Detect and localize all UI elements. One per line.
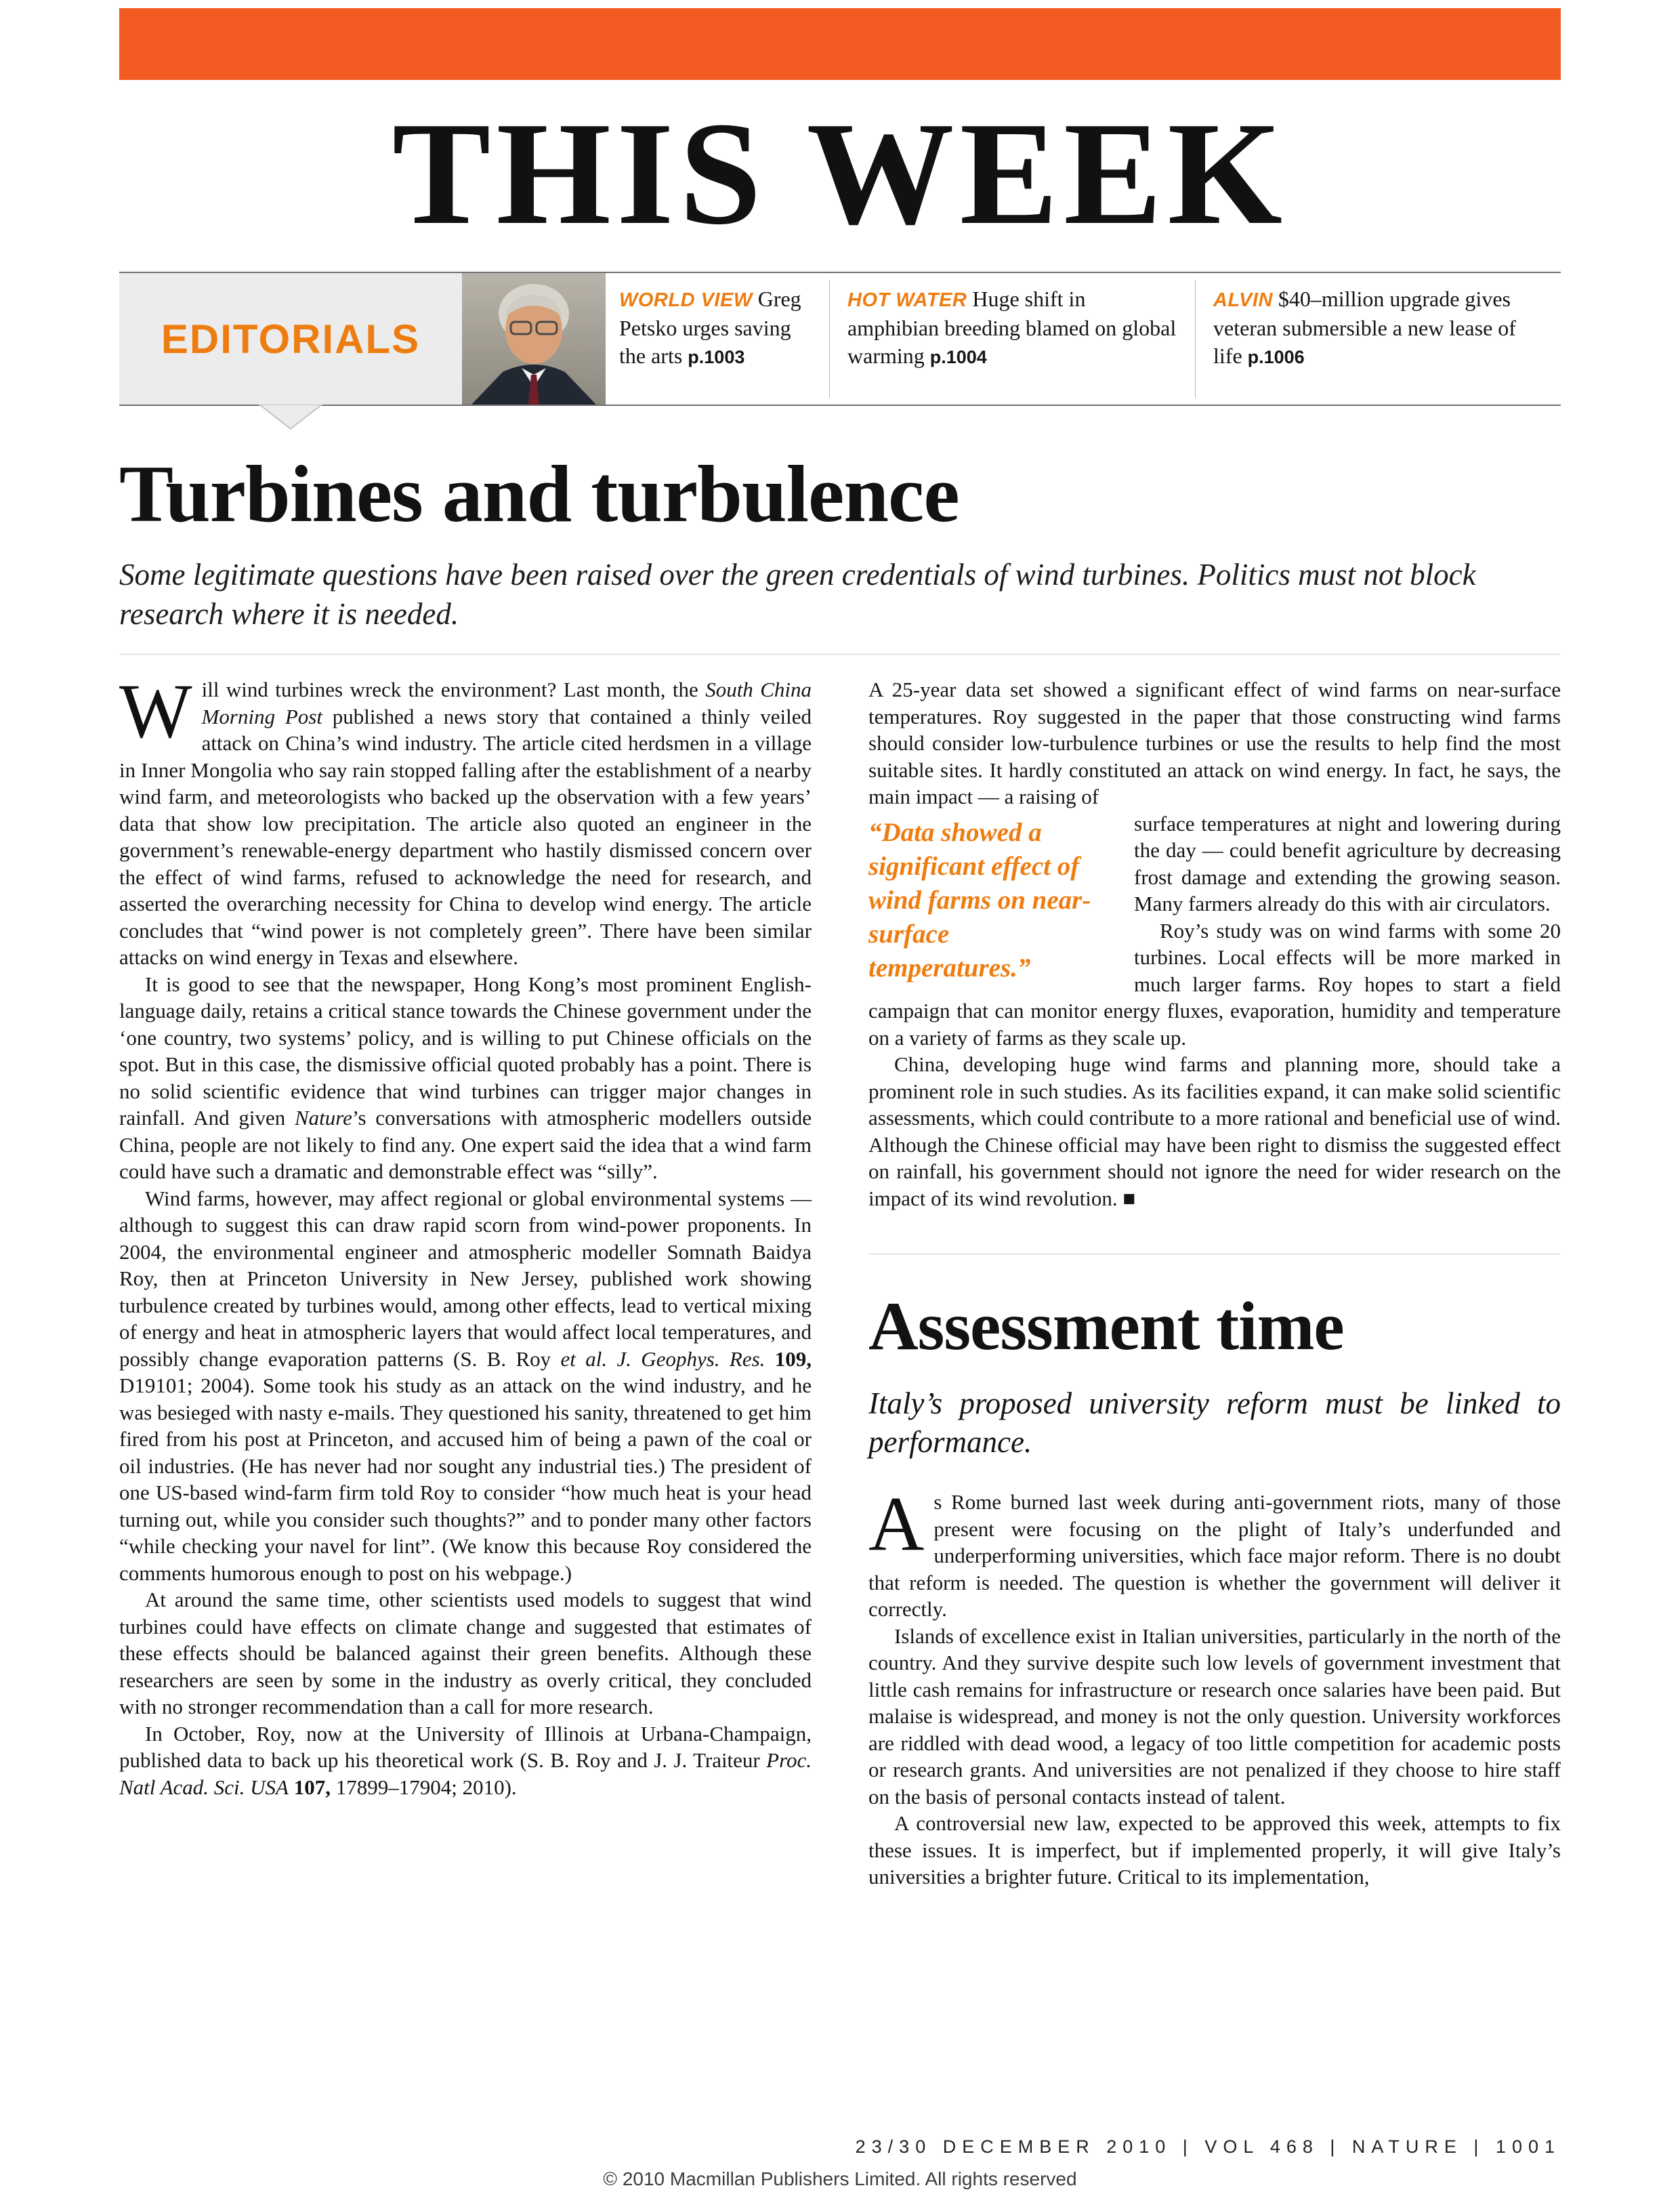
body-paragraph: As Rome burned last week during anti-government riots, many of those present were focusing on the plight of Italy’s underfunded and underperforming universities, which face major reform. There is no doubt that reform is needed. The question is whether the government will deliver it correctly. <box>868 1481 1561 1621</box>
masthead-title: THIS WEEK <box>392 92 1288 255</box>
body-paragraph: China, developing huge wind farms and planning more, should take a prominent role in such studies. As its facilities expand, it can make solid scientific assessments, which could contribute to a more rational and beneficial use of wind. Although the Chinese official may have been right to dismiss the suggested effect on rainfall, his government should not ignore the need for wider research on the impact of its wind revolution. ■ <box>868 1052 1561 1210</box>
copyright-line: © 2010 Macmillan Publishers Limited. All rights reserved <box>603 2168 1077 2189</box>
right-column <box>868 676 1561 1891</box>
editorial2-title: Assessment time <box>868 1288 1344 1365</box>
teaser-world-view[interactable] <box>606 273 829 405</box>
pull-quote: “Data showed a significant effect of wind farms on near-surface temperatures.” <box>868 817 1091 983</box>
banner-tail-icon <box>258 405 323 432</box>
body-paragraph: Wind farms, however, may affect regional or global environmental systems — although to suggest this can draw rapid scorn from wind-power proponents. In 2004, the environmental engineer and atmospheric modeller Somnath Baidya Roy, then at Princeton University in New Jersey, published work showing turbulence created by turbines would, among other effects, lead to vertical mixing of energy and heat in atmospheric layers that would affect local temperatures, and possibly change evaporation patterns (S. B. Roy et al. J. Geophys. Res. 109, D19101; 2004). Some took his study as an attack on the wind industry, and he was besieged with nasty e-mails. They questioned his sanity, threatened to get him fired from his post at Princeton, and accused him of being a pawn of the coal or oil industries. (He has never had nor sought any industrial ties.) The president of one US-based wind-farm firm told Roy to consider “how much heat is your head turning out, while you consider such thoughts?” and to ponder many other factors “while checking your navel for lint”. (We know this because Roy considered the comments humorous enough to post on his webpage.) <box>119 1186 812 1585</box>
teaser-hot-water[interactable] <box>830 273 1195 405</box>
editorial2-standfirst: Italy’s proposed university reform must be linked to performance. <box>868 1386 1561 1459</box>
dropcap-w: W <box>119 668 192 754</box>
body-paragraph: It is good to see that the newspaper, Hong Kong’s most prominent English-language daily, retains a critical stance towards the Chinese government under the ‘one country, two systems’ policy, and is willing to put Chinese officials on the spot. But in this case, the dismissive official quoted probably has a point. There is no solid scientific evidence that wind turbines can trigger major changes in rainfall. And given Nature’s conversations with atmospheric modellers outside China, people are not likely to find any. One expert said the idea that a wind farm could have such a dramatic and demonstrable effect was “silly”. <box>119 972 812 1183</box>
body-paragraph: Roy’s study was on wind farms with some 20 turbines. Local effects will be more marked in much larger farms. Roy hopes to start a field campaign that can monitor energy fluxes, evaporation, humidity and temperature on a variety of farms as they scale up. <box>868 918 1561 1050</box>
page-footer <box>119 2136 1561 2190</box>
left-column <box>119 668 812 1891</box>
teaser-alvin-pageref: p.1006 <box>1247 347 1305 367</box>
standfirst-rule <box>119 654 1561 655</box>
body-paragraph: Will wind turbines wreck the environment? Last month, the South China Morning Post published a news story that contained a thinly veiled attack on China’s wind industry. The article cited herdsmen in a village in Inner Mongolia who say rain stopped falling after the establishment of a nearby wind farm, and meteorologists who backed up the observation with a few years’ data that show low precipitation. The article also quoted an engineer in the government’s renewable-energy department who hastily dismissed concern over the effect of wind farms, refused to acknowledge the need for research, and asserted the overarching necessity for China to develop wind energy. The article concludes that “wind power is not completely green”. There have been similar attacks on wind energy in Texas and elsewhere. <box>119 668 812 969</box>
teaser-band <box>119 272 1561 406</box>
editorial1-title: Turbines and turbulence <box>119 449 959 539</box>
teaser-world-view-kicker: WORLD VIEW <box>619 289 753 311</box>
body-columns <box>119 668 1561 1891</box>
teaser-alvin[interactable] <box>1196 273 1561 405</box>
issue-line: 23/30 DECEMBER 2010 | VOL 468 | NATURE | 1001 <box>855 2136 1561 2157</box>
body-paragraph: Islands of excellence exist in Italian universities, particularly in the north of the country. And they survive despite such low levels of government investment that little cash remains for infrastructure or research once salaries have been paid. But malaise is widespread, and money is not the only question. University workforces are riddled with dead wood, a legacy of too little competition for academic posts or research grants. And universities are not penalized if they choose to hire staff on the basis of personal contacts instead of talent. <box>868 1624 1561 1809</box>
editorial-turbines <box>119 451 1561 1891</box>
top-brand-bar <box>119 8 1561 80</box>
section-banner <box>119 273 462 405</box>
body-paragraph: A 25-year data set showed a significant effect of wind farms on near-surface temperatures. Roy suggested in the paper that those constructing wind farms should consider low-turbulence turbines or use the results to help find the most suitable sites. It hardly constituted an attack on wind energy. In fact, he says, the main impact — a raising of <box>868 678 1561 808</box>
teaser-alvin-text: $40–million upgrade gives veteran submersible a new lease of life <box>1213 287 1516 368</box>
teaser-alvin-kicker: ALVIN <box>1213 289 1273 311</box>
pull-quote-block <box>868 810 1561 1052</box>
body-paragraph: A controversial new law, expected to be approved this week, attempts to fix these issues. It is imperfect, but if implemented properly, it will give Italy’s universities a brighter future. Critical to its implementation, <box>868 1811 1561 1888</box>
dropcap-a: A <box>868 1481 925 1567</box>
teaser-world-view-text: Greg Petsko urges saving the arts <box>619 287 801 368</box>
greg-petsko-photo <box>462 273 606 405</box>
body-paragraph: At around the same time, other scientists used models to suggest that wind turbines could have effects on climate change and suggested that estimates of these effects should be balanced against their green benefits. Although these researchers are seen by some in the industry as overly critical, they concluded with no stronger recommendation than a call for more research. <box>119 1588 812 1718</box>
editorial1-standfirst: Some legitimate questions have been raised over the green credentials of wind turbines. Politics must not block research where it is needed. <box>119 558 1476 631</box>
section-label: EDITORIALS <box>161 316 421 362</box>
body-paragraph: surface temperatures at night and lowering during the day — could benefit agriculture by decreasing frost damage and extending the growing season. Many farmers already do this with air circulators. <box>1134 811 1561 915</box>
teaser-world-view-pageref: p.1003 <box>688 347 745 367</box>
teaser-hot-water-pageref: p.1004 <box>929 347 987 367</box>
teaser-hot-water-text: Huge shift in amphibian breeding blamed on global warming <box>847 287 1177 368</box>
body-paragraph: In October, Roy, now at the University of Illinois at Urbana-Champaign, published data to back up his theoretical work (S. B. Roy and J. J. Traiteur Proc. Natl Acad. Sci. USA 107, 17899–17904; 2010). <box>119 1721 812 1799</box>
teaser-hot-water-kicker: HOT WATER <box>847 289 967 311</box>
